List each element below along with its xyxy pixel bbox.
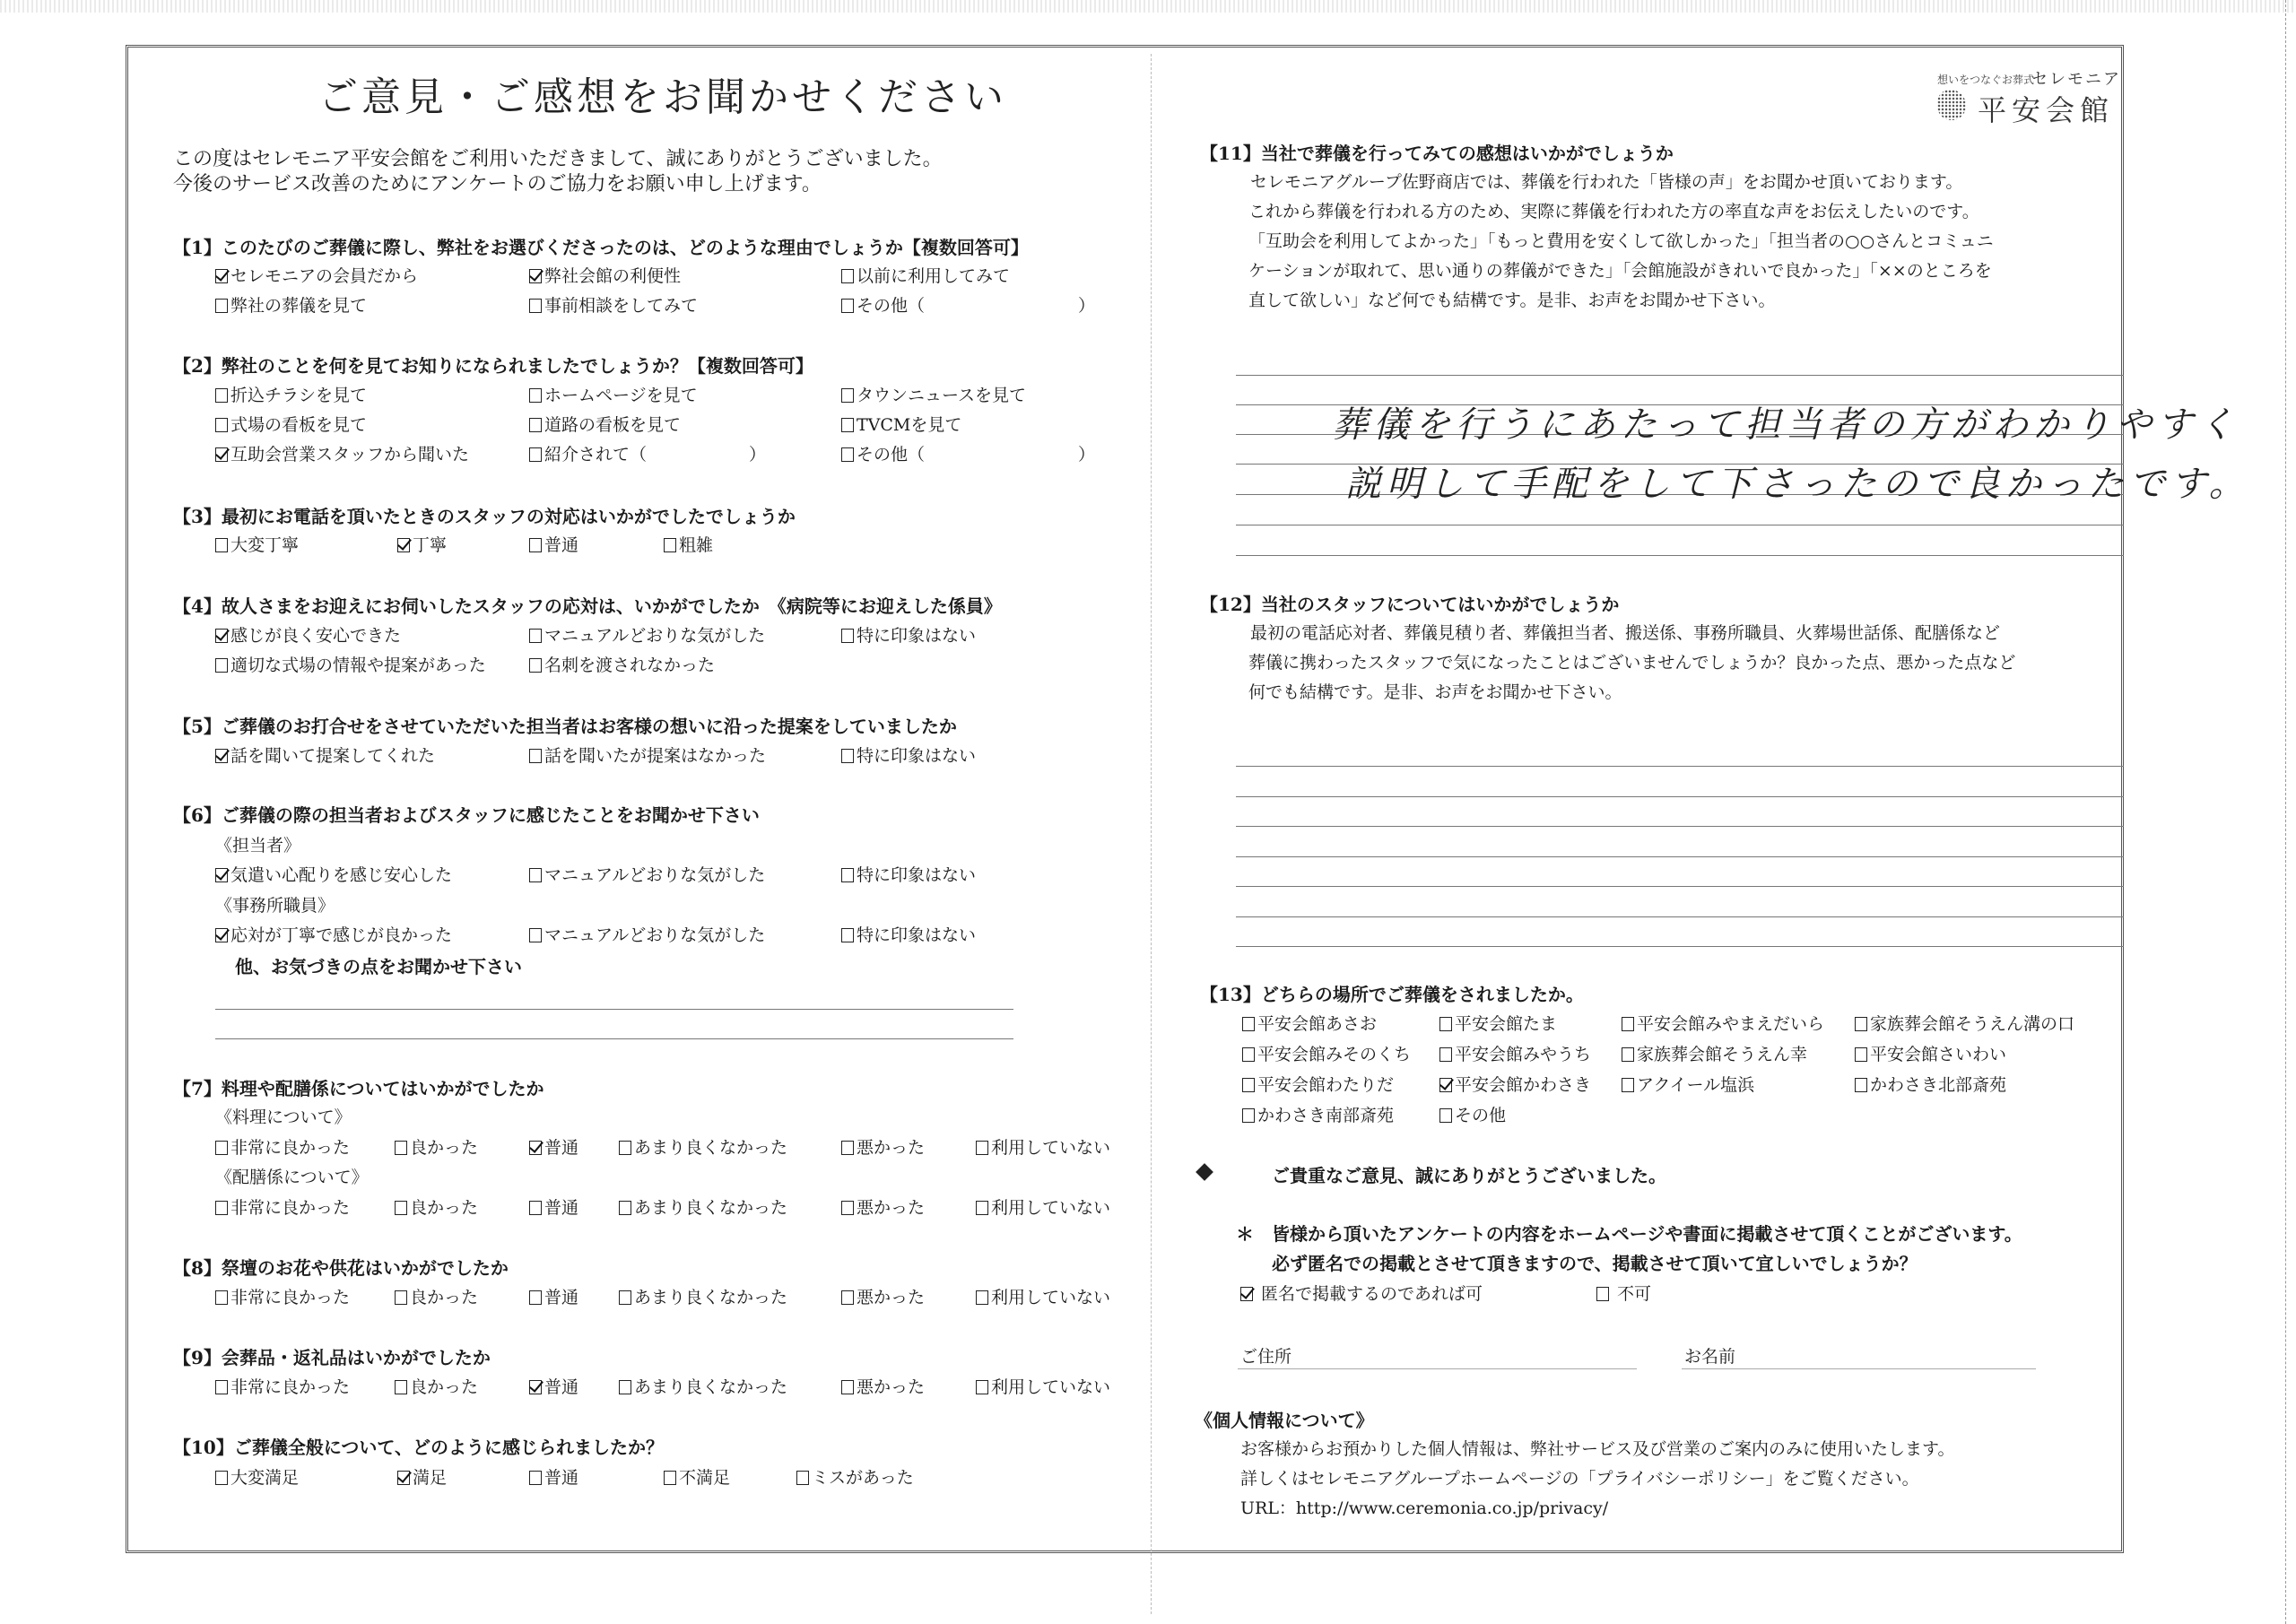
q7-option[interactable] <box>619 1134 787 1159</box>
question-9-label: 【9】会葬品・返礼品はいかがでしたか <box>173 1347 491 1368</box>
q5-option[interactable] <box>215 743 435 767</box>
option-label: 良かった <box>410 1288 479 1307</box>
option-label: その他 <box>1455 1106 1507 1125</box>
checkbox-icon[interactable] <box>529 447 542 462</box>
q2-option[interactable] <box>841 441 1095 465</box>
option-label: かわさき南部斎苑 <box>1257 1106 1395 1125</box>
checkbox-icon[interactable] <box>395 1141 407 1155</box>
q1-option[interactable] <box>215 263 418 287</box>
q6-other-prompt: 他、お気づきの点をお聞かせ下さい <box>235 956 522 977</box>
q11-body-line: ケーションが取れて、思い通りの葬儀ができた」「会館施設がきれいで良かった」「××のところを <box>1248 261 1992 281</box>
q4-option[interactable] <box>841 622 976 647</box>
q8-option[interactable] <box>529 1284 578 1308</box>
q11-body-line: 「互助会を利用してよかった」「もっと費用を安くして欲しかった」「担当者の○○さんとコミュニ <box>1248 231 1994 251</box>
q7-option[interactable] <box>395 1194 478 1219</box>
checkbox-icon[interactable] <box>1855 1047 1867 1062</box>
q11-handwritten-answer: 葬儀を行うにあたって担当者の方がわかりやすく <box>1332 404 2239 446</box>
consent-yes-option[interactable] <box>1240 1281 1483 1305</box>
checkbox-icon[interactable] <box>529 538 542 552</box>
option-label: 話を聞いたが提案はなかった <box>544 746 767 766</box>
question-5-label: 【5】ご葬儀のお打合せをさせていただいた担当者はお客様の想いに沿った提案をしていましたか <box>173 716 957 737</box>
option-label: 特に印象はない <box>857 626 977 646</box>
checkbox-icon[interactable] <box>664 538 676 552</box>
q2-option[interactable] <box>529 412 681 436</box>
option-label: 粗雑 <box>679 535 714 555</box>
q7-option[interactable] <box>215 1134 350 1159</box>
checkbox-icon[interactable] <box>395 1201 407 1215</box>
option-label: 適切な式場の情報や提案があった <box>230 656 486 675</box>
name-field[interactable] <box>1682 1368 2036 1369</box>
address-label: ご住所 <box>1240 1347 1292 1367</box>
option-label: 以前に利用してみて <box>857 266 1011 286</box>
q7-option[interactable] <box>529 1194 578 1219</box>
privacy-url-link[interactable]: URL：http://www.ceremonia.co.jp/privacy/ <box>1240 1498 1609 1518</box>
option-label: 特に印象はない <box>857 925 977 945</box>
q8-option[interactable] <box>841 1284 925 1308</box>
question-6-label: 【6】ご葬儀の際の担当者およびスタッフに感じたことをお聞かせ下さい <box>173 804 760 826</box>
q4-option[interactable] <box>215 652 486 676</box>
checkbox-icon[interactable] <box>215 1290 228 1305</box>
checkbox-icon[interactable] <box>1622 1047 1634 1062</box>
option-label: マニュアルどおりな気がした <box>544 865 766 885</box>
checkbox-icon[interactable] <box>215 749 228 763</box>
address-field[interactable] <box>1238 1368 1637 1369</box>
intro-line: 今後のサービス改善のためにアンケートのご協力をお願い申し上げます。 <box>173 173 822 195</box>
checkbox-icon[interactable] <box>529 269 542 283</box>
option-label: 普通 <box>544 1468 579 1488</box>
option-label: 悪かった <box>857 1138 926 1158</box>
q13-option[interactable] <box>1242 1102 1394 1126</box>
q10-option[interactable] <box>215 1464 299 1489</box>
note-asterisk: ＊ <box>1236 1223 1254 1245</box>
option-label: タウンニュースを見て <box>857 386 1027 405</box>
q1-option[interactable] <box>529 292 698 317</box>
checkbox-icon[interactable] <box>841 1141 854 1155</box>
checkbox-icon[interactable] <box>841 388 854 403</box>
option-label: 普通 <box>544 1198 579 1218</box>
option-label: 家族葬会館そうえん溝の口 <box>1870 1014 2075 1034</box>
q7-option[interactable] <box>395 1134 478 1159</box>
checkbox-icon[interactable] <box>529 1141 542 1155</box>
checkbox-icon[interactable] <box>841 447 854 462</box>
q8-option[interactable] <box>395 1284 478 1308</box>
option-label: アクイール塩浜 <box>1637 1075 1755 1095</box>
option-label: TVCMを見て <box>857 415 962 435</box>
option-label: 弊社会館の利便性 <box>544 266 682 286</box>
checkbox-icon[interactable] <box>215 388 228 403</box>
q12-answer-line[interactable] <box>1236 946 2124 947</box>
option-label: 普通 <box>544 1377 579 1397</box>
center-fold <box>1151 54 1152 1614</box>
option-label: 非常に良かった <box>230 1377 351 1397</box>
q8-option[interactable] <box>619 1284 787 1308</box>
checkbox-icon[interactable] <box>529 1471 542 1485</box>
q13-option[interactable] <box>1622 1011 1824 1035</box>
option-label: 悪かった <box>857 1288 926 1307</box>
option-label: 気遣い心配りを感じ安心した <box>230 865 453 885</box>
q7-option[interactable] <box>619 1194 787 1219</box>
checkbox-icon[interactable] <box>529 868 542 882</box>
q2-option[interactable] <box>841 412 961 436</box>
option-label: 大変満足 <box>230 1468 300 1488</box>
checkbox-icon[interactable] <box>1240 1287 1253 1301</box>
q3-option[interactable] <box>215 532 299 556</box>
intro-line: この度はセレモニア平安会館をご利用いただきまして、誠にありがとうございました。 <box>173 148 943 170</box>
q2-option[interactable] <box>215 382 367 406</box>
checkbox-icon[interactable] <box>1242 1017 1255 1031</box>
checkbox-icon[interactable] <box>619 1141 631 1155</box>
checkbox-icon[interactable] <box>619 1201 631 1215</box>
checkbox-icon[interactable] <box>841 269 854 283</box>
privacy-heading: 《個人情報について》 <box>1195 1410 1374 1431</box>
q12-body-line: 何でも結構です。是非、お声をお聞かせ下さい。 <box>1248 682 1622 702</box>
option-label: 紹介されて（ ） <box>544 445 767 465</box>
checkbox-icon[interactable] <box>619 1290 631 1305</box>
option-label: 普通 <box>544 1288 579 1307</box>
q6-option[interactable] <box>215 862 452 886</box>
checkbox-icon[interactable] <box>1855 1078 1867 1092</box>
checkbox-icon[interactable] <box>841 1201 854 1215</box>
checkbox-icon[interactable] <box>215 1201 228 1215</box>
checkbox-icon[interactable] <box>1439 1108 1452 1123</box>
option-label: 感じが良く安心できた <box>230 626 402 646</box>
option-label: 互助会営業スタッフから聞いた <box>230 445 470 465</box>
option-label: 名刺を渡されなかった <box>544 656 716 675</box>
q4-option[interactable] <box>215 622 401 647</box>
scan-top-edge <box>0 0 2296 13</box>
checkbox-icon[interactable] <box>1622 1078 1634 1092</box>
q13-option[interactable] <box>1855 1072 2006 1096</box>
q7-option[interactable] <box>841 1134 925 1159</box>
q6-option[interactable] <box>529 922 765 946</box>
q2-option[interactable] <box>529 382 698 406</box>
checkbox-icon[interactable] <box>1242 1108 1255 1123</box>
checkbox-icon[interactable] <box>529 1290 542 1305</box>
checkbox-icon[interactable] <box>529 388 542 403</box>
checkbox-icon[interactable] <box>976 1201 988 1215</box>
q11-body-line: 直して欲しい」など何でも結構です。是非、お声をお聞かせ下さい。 <box>1248 291 1776 310</box>
option-label: 平安会館たま <box>1455 1014 1558 1034</box>
q6-subheading-staff: 《担当者》 <box>215 836 301 855</box>
option-label: 良かった <box>410 1198 479 1218</box>
checkbox-icon[interactable] <box>395 1380 407 1394</box>
checkbox-icon[interactable] <box>215 538 228 552</box>
question-2-label: 【2】弊社のことを何を見てお知りになられましたでしょうか？【複数回答可】 <box>173 355 813 377</box>
q4-option[interactable] <box>529 652 715 676</box>
checkbox-icon[interactable] <box>215 1471 228 1485</box>
checkbox-icon[interactable] <box>841 868 854 882</box>
option-label: 匿名で掲載するのであれば可 <box>1261 1284 1483 1304</box>
option-label: 利用していない <box>991 1138 1111 1158</box>
q6-option[interactable] <box>529 862 765 886</box>
checkbox-icon[interactable] <box>1596 1287 1609 1301</box>
checkbox-icon[interactable] <box>529 418 542 432</box>
question-10-label: 【10】ご葬儀全般について、どのように感じられましたか？ <box>173 1437 665 1458</box>
q13-option[interactable] <box>1622 1041 1807 1065</box>
checkbox-icon[interactable] <box>397 1471 410 1485</box>
option-label: あまり良くなかった <box>634 1138 788 1158</box>
q3-option[interactable] <box>529 532 578 556</box>
q11-answer-line[interactable] <box>1236 375 2124 376</box>
checkbox-icon[interactable] <box>395 1290 407 1305</box>
q7-option[interactable] <box>841 1194 925 1219</box>
q8-option[interactable] <box>976 1284 1110 1308</box>
checkbox-icon[interactable] <box>841 629 854 643</box>
option-label: 良かった <box>410 1377 479 1397</box>
privacy-line: お客様からお預かりした個人情報は、弊社サービス及び営業のご案内のみに使用いたします。 <box>1240 1439 1955 1459</box>
q1-option[interactable] <box>529 263 681 287</box>
q9-option[interactable] <box>215 1374 350 1398</box>
checkbox-icon[interactable] <box>841 749 854 763</box>
option-label: 事前相談をしてみて <box>544 296 699 316</box>
thanks-message: ご貴重なご意見、誠にありがとうございました。 <box>1272 1165 1666 1186</box>
q13-option[interactable] <box>1242 1072 1394 1096</box>
checkbox-icon[interactable] <box>215 629 228 643</box>
logo-name: 平安会館 <box>1978 93 2115 127</box>
option-label: ホームページを見て <box>544 386 698 405</box>
q11-body-line: セレモニアグループ佐野商店では、葬儀を行われた「皆様の声」をお聞かせ頂いております。 <box>1233 172 1963 192</box>
checkbox-icon[interactable] <box>796 1471 809 1485</box>
q13-option[interactable] <box>1439 1072 1591 1096</box>
option-label: 折込チラシを見て <box>230 386 368 405</box>
checkbox-icon[interactable] <box>529 658 542 673</box>
q12-body-line: 葬儀に携わったスタッフで気になったことはございませんでしょうか？良かった点、悪かった点など <box>1248 653 2016 673</box>
q6-option[interactable] <box>841 922 976 946</box>
q2-option[interactable] <box>215 441 469 465</box>
q13-option[interactable] <box>1439 1102 1506 1126</box>
option-label: 悪かった <box>857 1198 926 1218</box>
option-label: 平安会館みやまえだいら <box>1637 1014 1825 1034</box>
q7-option[interactable] <box>215 1194 350 1219</box>
checkbox-icon[interactable] <box>976 1380 988 1394</box>
checkbox-icon[interactable] <box>215 928 228 942</box>
option-label: マニュアルどおりな気がした <box>544 626 766 646</box>
q6-answer-line[interactable] <box>215 1038 1013 1039</box>
q6-option[interactable] <box>215 922 452 946</box>
question-8-label: 【8】祭壇のお花や供花はいかがでしたか <box>173 1257 509 1279</box>
option-label: 平安会館さいわい <box>1870 1045 2007 1064</box>
checkbox-icon[interactable] <box>664 1471 676 1485</box>
q6-option[interactable] <box>841 862 976 886</box>
option-label: 平安会館みそのくち <box>1257 1045 1412 1064</box>
option-label: その他（ ） <box>857 445 1096 465</box>
publish-note-line: 皆様から頂いたアンケートの内容をホームページや書面に掲載させて頂くことがございます。 <box>1272 1223 2022 1245</box>
q12-answer-line[interactable] <box>1236 886 2124 887</box>
q11-handwritten-answer: 説明して手配をして下さったので良かったです。 <box>1345 464 2250 505</box>
checkbox-icon[interactable] <box>1242 1047 1255 1062</box>
question-13-label: 【13】どちらの場所でご葬儀をされましたか。 <box>1200 984 1584 1005</box>
q9-option[interactable] <box>619 1374 787 1398</box>
q7-option[interactable] <box>529 1134 578 1159</box>
checkbox-icon[interactable] <box>1855 1017 1867 1031</box>
option-label: 丁寧 <box>413 535 448 555</box>
checkbox-icon[interactable] <box>529 749 542 763</box>
checkbox-icon[interactable] <box>397 538 410 552</box>
option-label: 式場の看板を見て <box>230 415 368 435</box>
consent-no-option[interactable] <box>1596 1281 1651 1305</box>
checkbox-icon[interactable] <box>1439 1017 1452 1031</box>
scan-right-edge <box>2285 0 2286 1624</box>
question-1-label: 【1】このたびのご葬儀に際し、弊社をお選びくださったのは、どのような理由でしょうか【複数回答可】 <box>173 237 1029 258</box>
checkbox-icon[interactable] <box>215 868 228 882</box>
q1-option[interactable] <box>841 263 1010 287</box>
option-label: 平安会館わたりだ <box>1257 1075 1395 1095</box>
logo-tagline: 想いをつなぐお葬式 <box>1937 74 2035 86</box>
q6-subheading-office: 《事務所職員》 <box>215 896 335 916</box>
q2-option[interactable] <box>841 382 1026 406</box>
q11-answer-line[interactable] <box>1236 555 2124 556</box>
q7-subheading-food: 《料理について》 <box>215 1107 352 1127</box>
q13-option[interactable] <box>1622 1072 1754 1096</box>
q2-option[interactable] <box>215 412 367 436</box>
question-7-label: 【7】料理や配膳係についてはいかがでしたか <box>173 1078 544 1099</box>
option-label: 家族葬会館そうえん幸 <box>1637 1045 1808 1064</box>
option-label: 不可 <box>1617 1284 1652 1304</box>
privacy-line: 詳しくはセレモニアグループホームページの「プライバシーポリシー」をご覧ください。 <box>1240 1469 1919 1489</box>
name-label: お名前 <box>1684 1347 1736 1367</box>
option-label: その他（ ） <box>857 296 1096 316</box>
option-label: 利用していない <box>991 1377 1111 1397</box>
q10-option[interactable] <box>529 1464 578 1489</box>
q13-option[interactable] <box>1439 1011 1557 1035</box>
q12-answer-line[interactable] <box>1236 916 2124 917</box>
checkbox-icon[interactable] <box>841 928 854 942</box>
question-12-label: 【12】当社のスタッフについてはいかがでしょうか <box>1200 594 1620 615</box>
option-label: あまり良くなかった <box>634 1377 788 1397</box>
q7-option[interactable] <box>976 1134 1110 1159</box>
option-label: 悪かった <box>857 1377 926 1397</box>
question-3-label: 【3】最初にお電話を頂いたときのスタッフの対応はいかがでしたでしょうか <box>173 506 796 527</box>
option-label: 非常に良かった <box>230 1288 351 1307</box>
option-label: 普通 <box>544 535 579 555</box>
q12-answer-line[interactable] <box>1236 796 2124 797</box>
q10-option[interactable] <box>664 1464 730 1489</box>
checkbox-icon[interactable] <box>841 1290 854 1305</box>
checkbox-icon[interactable] <box>529 1201 542 1215</box>
q13-option[interactable] <box>1855 1011 2074 1035</box>
q13-option[interactable] <box>1242 1011 1377 1035</box>
checkbox-icon[interactable] <box>1439 1047 1452 1062</box>
checkbox-icon[interactable] <box>215 658 228 673</box>
option-label: 話を聞いて提案してくれた <box>230 746 436 766</box>
question-11-label: 【11】当社で葬儀を行ってみての感想はいかがでしょうか <box>1200 143 1674 164</box>
checkbox-icon[interactable] <box>529 1380 542 1394</box>
option-label: 特に印象はない <box>857 865 977 885</box>
option-label: 大変丁寧 <box>230 535 300 555</box>
checkbox-icon[interactable] <box>215 269 228 283</box>
checkbox-icon[interactable] <box>976 1141 988 1155</box>
publish-note-line: 必ず匿名での掲載とさせて頂きますので、掲載させて頂いて宜しいでしょうか？ <box>1272 1253 1918 1274</box>
q1-option[interactable] <box>841 292 1095 317</box>
option-label: マニュアルどおりな気がした <box>544 925 766 945</box>
q7-option[interactable] <box>976 1194 1110 1219</box>
q9-option[interactable] <box>976 1374 1110 1398</box>
q5-option[interactable] <box>841 743 976 767</box>
checkbox-icon[interactable] <box>619 1380 631 1394</box>
q1-option[interactable] <box>215 292 367 317</box>
checkbox-icon[interactable] <box>976 1290 988 1305</box>
option-label: 普通 <box>544 1138 579 1158</box>
question-4-label: 【4】故人さまをお迎えにお伺いしたスタッフの応対は、いかがでしたか 《病院等にお迎えした係員》 <box>173 595 1002 617</box>
q10-option[interactable] <box>796 1464 914 1489</box>
option-label: セレモニアの会員だから <box>230 266 419 286</box>
q9-option[interactable] <box>395 1374 478 1398</box>
q13-option[interactable] <box>1855 1041 2006 1065</box>
q11-body-line: これから葬儀を行われる方のため、実際に葬儀を行われた方の率直な声をお伝えしたいのです。 <box>1248 202 1979 221</box>
q4-option[interactable] <box>529 622 765 647</box>
option-label: 満足 <box>413 1468 448 1488</box>
checkbox-icon[interactable] <box>841 299 854 313</box>
option-label: 利用していない <box>991 1288 1111 1307</box>
option-label: 不満足 <box>679 1468 731 1488</box>
q6-answer-line[interactable] <box>215 1009 1013 1010</box>
q2-option[interactable] <box>529 441 766 465</box>
checkbox-icon[interactable] <box>841 418 854 432</box>
option-label: 応対が丁寧で感じが良かった <box>230 925 453 945</box>
option-label: 道路の看板を見て <box>544 415 682 435</box>
checkbox-icon[interactable] <box>1622 1017 1634 1031</box>
option-label: 非常に良かった <box>230 1138 351 1158</box>
option-label: 平安会館かわさき <box>1455 1075 1592 1095</box>
checkbox-icon[interactable] <box>215 418 228 432</box>
q5-option[interactable] <box>529 743 766 767</box>
option-label: かわさき北部斎苑 <box>1870 1075 2007 1095</box>
option-label: あまり良くなかった <box>634 1288 788 1307</box>
option-label: 平安会館あさお <box>1257 1014 1378 1034</box>
option-label: ミスがあった <box>812 1468 914 1488</box>
checkbox-icon[interactable] <box>529 299 542 313</box>
page-title: ご意見・ご感想をお聞かせください <box>318 74 1007 120</box>
checkbox-icon[interactable] <box>529 629 542 643</box>
checkbox-icon[interactable] <box>215 447 228 462</box>
q12-answer-line[interactable] <box>1236 856 2124 857</box>
q3-option[interactable] <box>397 532 447 556</box>
option-label: 平安会館みやうち <box>1455 1045 1592 1064</box>
checkbox-icon[interactable] <box>215 1380 228 1394</box>
q12-answer-line[interactable] <box>1236 826 2124 827</box>
q10-option[interactable] <box>397 1464 447 1489</box>
option-label: 非常に良かった <box>230 1198 351 1218</box>
logo-brand: セレモニア <box>2031 70 2121 89</box>
q12-answer-line[interactable] <box>1236 766 2124 767</box>
q12-body-line: 最初の電話応対者、葬儀見積り者、葬儀担当者、搬送係、事務所職員、火葬場世話係、配膳係など <box>1233 623 2001 643</box>
logo-mark-icon <box>1937 90 1966 120</box>
checkbox-icon[interactable] <box>1439 1078 1452 1092</box>
checkbox-icon[interactable] <box>841 1380 854 1394</box>
q9-option[interactable] <box>529 1374 578 1398</box>
checkbox-icon[interactable] <box>529 928 542 942</box>
checkbox-icon[interactable] <box>215 1141 228 1155</box>
q8-option[interactable] <box>215 1284 350 1308</box>
q9-option[interactable] <box>841 1374 925 1398</box>
option-label: 特に印象はない <box>857 746 977 766</box>
checkbox-icon[interactable] <box>215 299 228 313</box>
option-label: 利用していない <box>991 1198 1111 1218</box>
option-label: あまり良くなかった <box>634 1198 788 1218</box>
option-label: 良かった <box>410 1138 479 1158</box>
q13-option[interactable] <box>1242 1041 1411 1065</box>
q13-option[interactable] <box>1439 1041 1591 1065</box>
checkbox-icon[interactable] <box>1242 1078 1255 1092</box>
q7-subheading-server: 《配膳係について》 <box>215 1168 369 1187</box>
option-label: 弊社の葬儀を見て <box>230 296 368 316</box>
q3-option[interactable] <box>664 532 713 556</box>
